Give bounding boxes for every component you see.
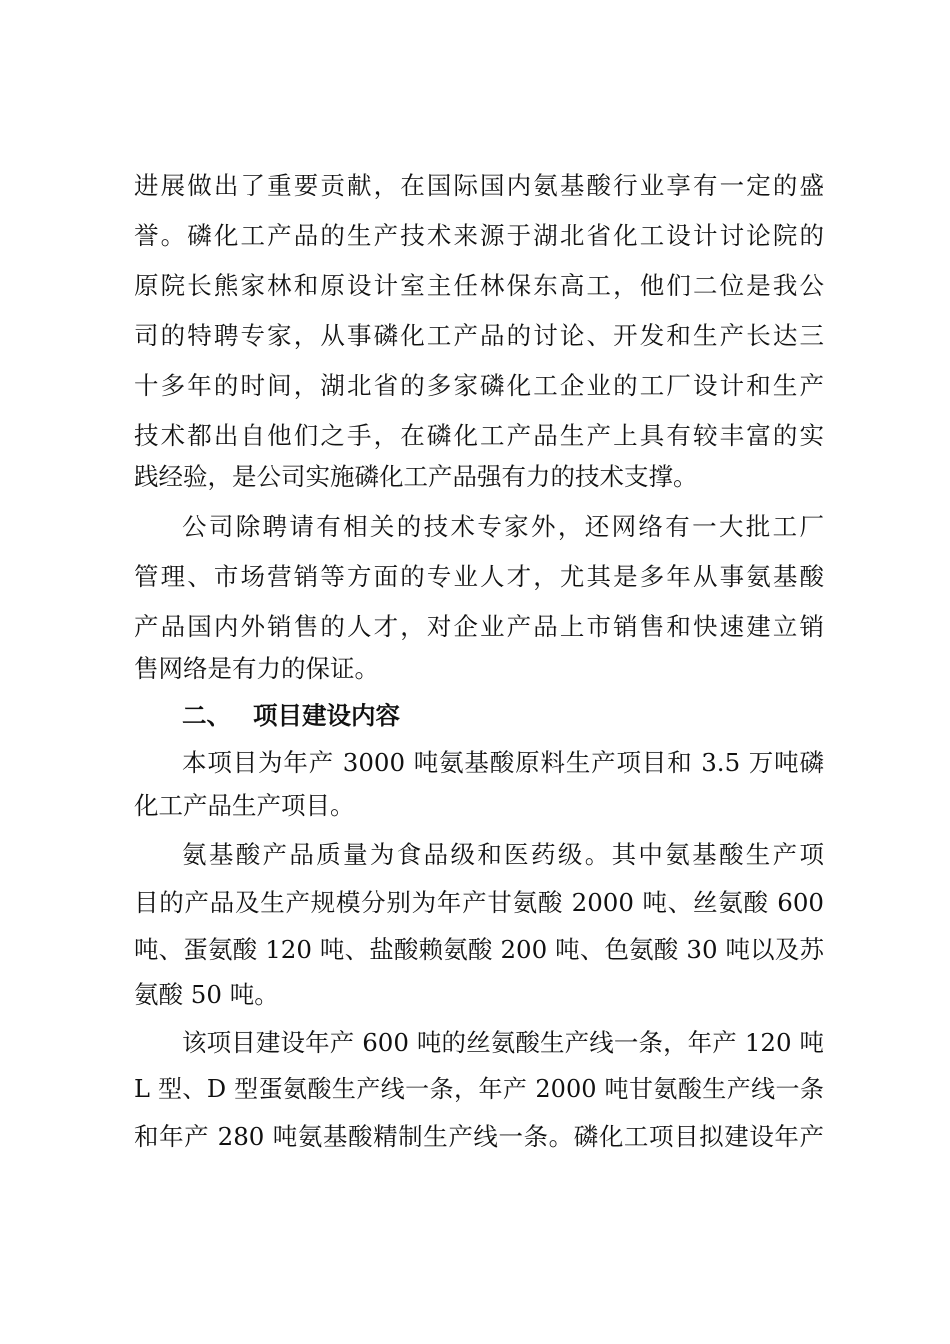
paragraph-line: 该项目建设年产 600 吨的丝氨酸生产线一条，年产 120 吨 xyxy=(182,1028,824,1057)
paragraph-line: 化工产品生产项目。 xyxy=(134,791,355,820)
paragraph-line: 公司除聘请有相关的技术专家外，还网络有一大批工厂 xyxy=(182,512,824,541)
paragraph-line: 十多年的时间，湖北省的多家磷化工企业的工厂设计和生产 xyxy=(134,371,824,400)
paragraph-line: 目的产品及生产规模分别为年产甘氨酸 2000 吨、丝氨酸 600 xyxy=(134,888,824,917)
paragraph-line: 氨酸 50 吨。 xyxy=(134,980,279,1009)
paragraph-line: 吨、蛋氨酸 120 吨、盐酸赖氨酸 200 吨、色氨酸 30 吨以及苏 xyxy=(134,935,824,964)
paragraph-line: 产品国内外销售的人才，对企业产品上市销售和快速建立销 xyxy=(134,612,824,641)
paragraph-line: 本项目为年产 3000 吨氨基酸原料生产项目和 3.5 万吨磷 xyxy=(182,748,824,777)
section-number: 二、 xyxy=(182,701,231,730)
paragraph-line: 氨基酸产品质量为食品级和医药级。其中氨基酸生产项 xyxy=(182,840,824,869)
paragraph-line: 售网络是有力的保证。 xyxy=(134,654,379,683)
paragraph-line: 管理、市场营销等方面的专业人才，尤其是多年从事氨基酸 xyxy=(134,562,824,591)
paragraph-line: 和年产 280 吨氨基酸精制生产线一条。磷化工项目拟建设年产 xyxy=(134,1122,824,1151)
section-heading xyxy=(182,699,400,733)
paragraph-line: L 型、D 型蛋氨酸生产线一条，年产 2000 吨甘氨酸生产线一条 xyxy=(134,1075,824,1103)
paragraph-line: 技术都出自他们之手，在磷化工产品生产上具有较丰富的实 xyxy=(134,421,824,450)
section-title: 项目建设内容 xyxy=(253,701,400,730)
paragraph-line: 司的特聘专家，从事磷化工产品的讨论、开发和生产长达三 xyxy=(134,321,824,350)
paragraph-line: 原院长熊家林和原设计室主任林保东高工，他们二位是我公 xyxy=(134,271,824,300)
paragraph-line: 进展做出了重要贡献，在国际国内氨基酸行业享有一定的盛 xyxy=(134,171,824,200)
paragraph-line: 誉。磷化工产品的生产技术来源于湖北省化工设计讨论院的 xyxy=(134,221,824,250)
paragraph-line: 践经验，是公司实施磷化工产品强有力的技术支撑。 xyxy=(134,462,698,491)
